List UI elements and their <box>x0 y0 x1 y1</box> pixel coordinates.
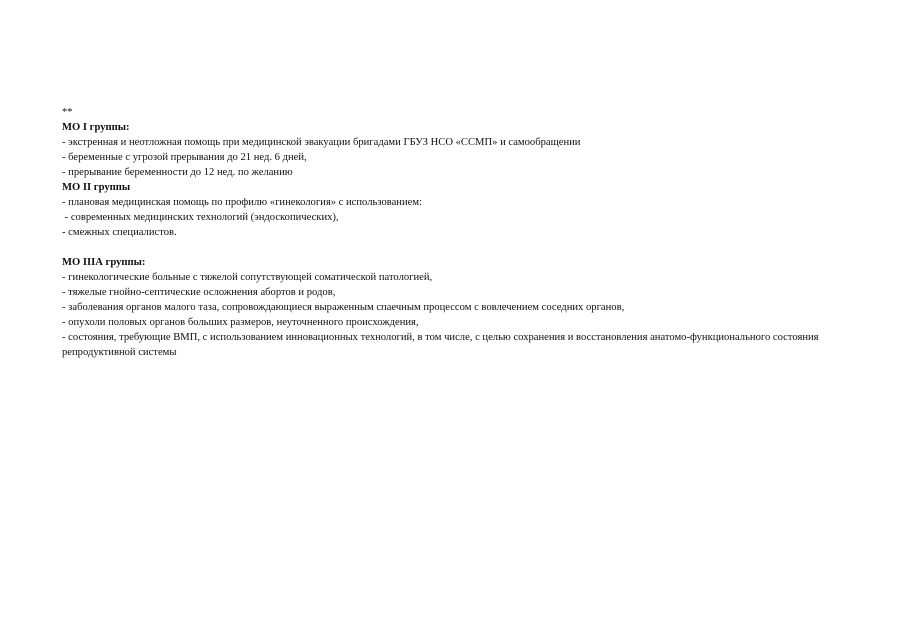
footnote-marker: ** <box>62 107 73 118</box>
group2-heading: МО II группы <box>62 182 131 193</box>
group3a-item: - тяжелые гнойно-септические осложнения абортов и родов, <box>62 287 336 298</box>
group1-item: - прерывание беременности до 12 нед. по желанию <box>62 167 293 178</box>
group3a-item: - опухоли половых органов больших размеров, неуточненного происхождения, <box>62 317 419 328</box>
group1-item: - беременные с угрозой прерывания до 21 нед. 6 дней, <box>62 152 307 163</box>
group3a-item: - заболевания органов малого таза, сопровождающиеся выраженным спаечным процессом с вовлечением соседних органов, <box>62 302 625 313</box>
group3a-item: - гинекологические больные с тяжелой сопутствующей соматической патологией, <box>62 272 433 283</box>
group3a-item: - состояния, требующие ВМП, с использованием инновационных технологий, в том числе, с целью сохранения и восстановления анатомо-функционального состояния репродуктивной системы <box>62 332 819 358</box>
group2-item: - плановая медицинская помощь по профилю «гинекология» с использованием: <box>62 197 422 208</box>
group2-item: - современных медицинских технологий (эндоскопических), <box>62 212 339 223</box>
document-body <box>62 105 882 360</box>
group3a-heading: МО IIIА группы: <box>62 257 146 268</box>
group2-item: - смежных специалистов. <box>62 227 177 238</box>
blank-line <box>62 240 882 255</box>
group1-heading: МО I группы: <box>62 122 130 133</box>
group1-item: - экстренная и неотложная помощь при медицинской эвакуации бригадами ГБУЗ НСО «ССМП» и самообращении <box>62 137 581 148</box>
